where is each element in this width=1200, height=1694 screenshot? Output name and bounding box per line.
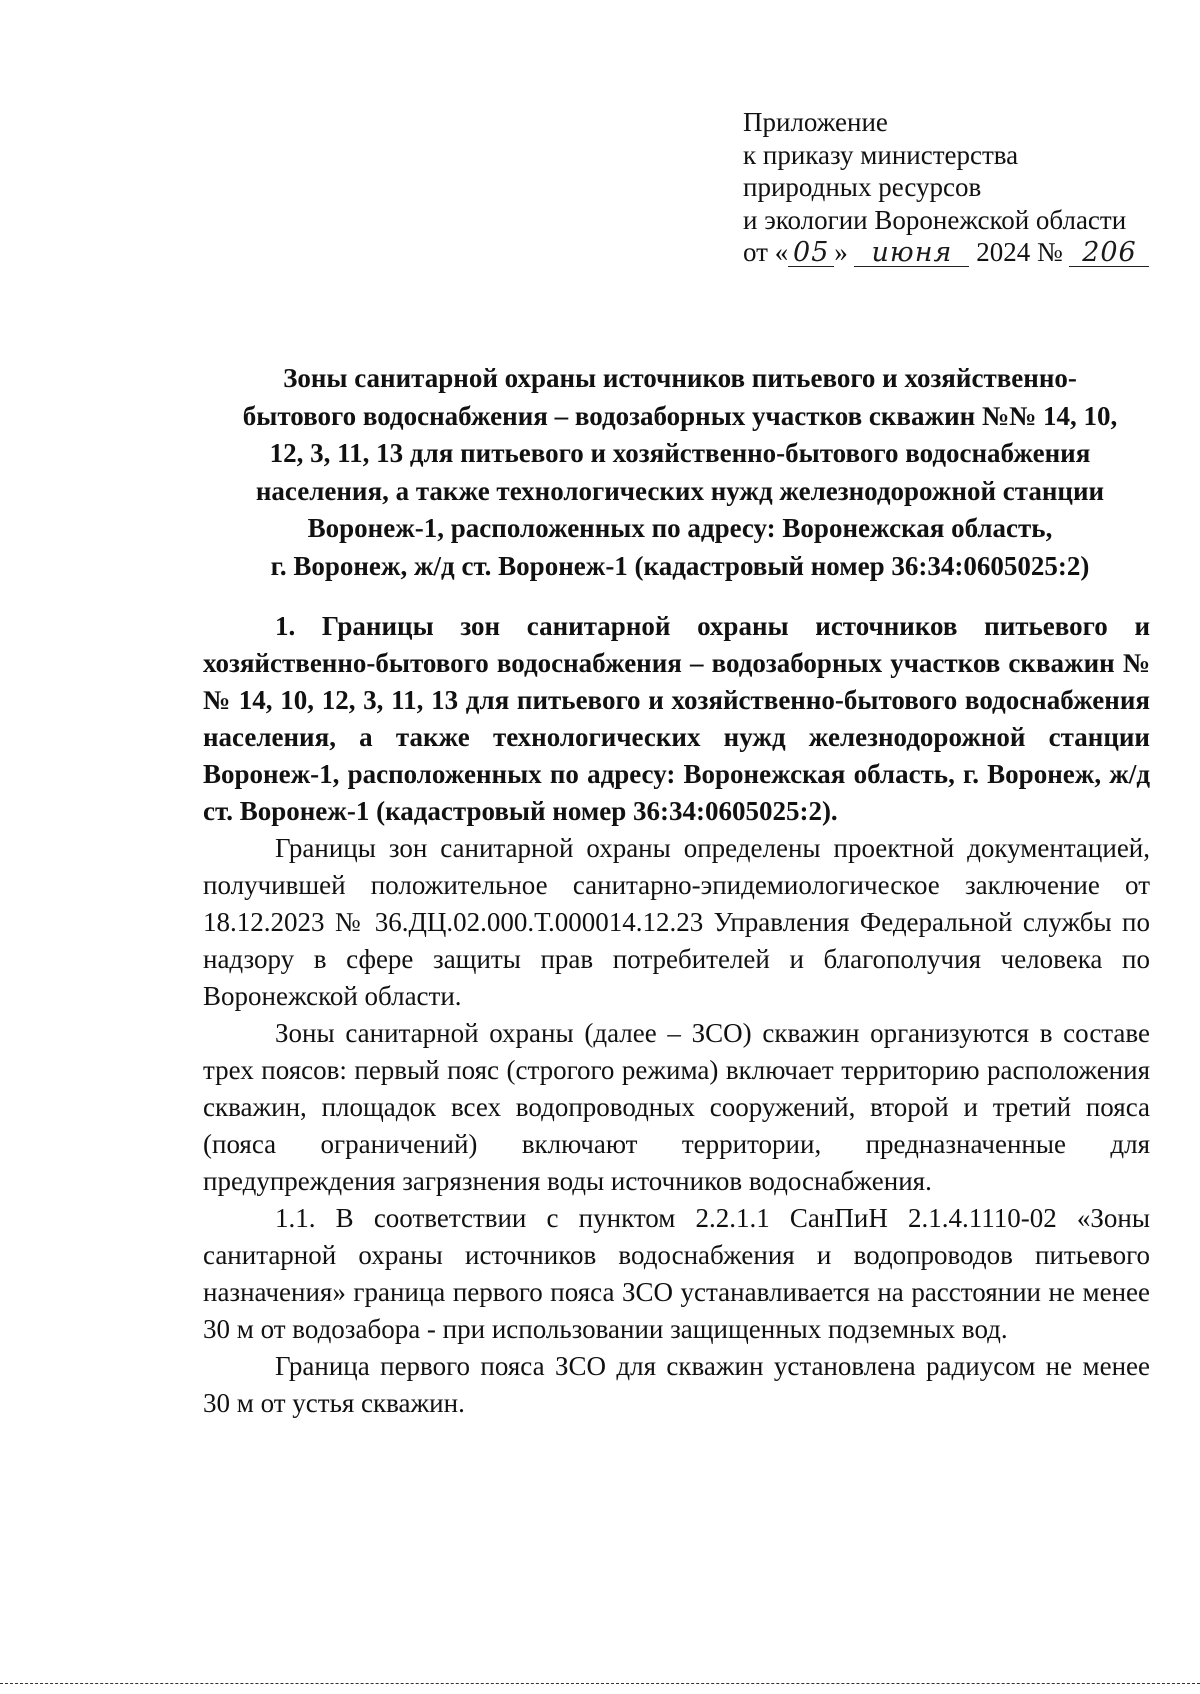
section-1-heading: 1. Границы зон санитарной охраны источников питьевого и хозяйственно-бытового водоснабжения – водозаборных участков скважин №№ 14, 10, 12, 3, 11, 13 для питьевого и хозяйственно-бытового водоснабжения населения, а также технологических нужд железнодорожной станции Воронеж-1, расположенных по адресу: Воронежская область, г. Воронеж, ж/д ст. Воронеж-1 (кадастровый номер 36:34:0605025:2). (203, 611, 1150, 826)
date-prefix: от « (743, 237, 789, 267)
title-line-5: Воронеж-1, расположенных по адресу: Воронежская область, (307, 513, 1053, 543)
title-line-2: бытового водоснабжения – водозаборных участков скважин №№ 14, 10, (242, 400, 1118, 431)
paragraph-zones: Зоны санитарной охраны (далее – ЗСО) скважин организуются в составе трех поясов: первый пояс (строгого режима) включает территорию расположения скважин, площадок всех водопроводных сооружений, второй и третий пояса (пояса ограничений) включают территории, предназначенные для предупреждения загрязнения воды источников водоснабжения. (203, 1018, 1150, 1196)
handwritten-day: 05 (788, 240, 834, 267)
date-year: 2024 № (976, 237, 1063, 267)
title-line-4: населения, а также технологических нужд железнодорожной станции (255, 475, 1105, 506)
title-line-6: г. Воронеж, ж/д ст. Воронеж-1 (кадастровый номер 36:34:0605025:2) (270, 550, 1090, 581)
paragraph-boundaries: Границы зон санитарной охраны определены проектной документацией, получившей положительное санитарно-эпидемиологическое заключение от 18.12.2023 № 36.ДЦ.02.000.Т.000014.12.23 Управления Федеральной службы по надзору в сфере защиты прав потребителей и благополучия человека по Воронежской области. (203, 833, 1150, 1011)
title-line-1: Зоны санитарной охраны источников питьевого и хозяйственно- (283, 363, 1077, 393)
handwritten-month: июня (854, 240, 969, 267)
appendix-order-ref: к приказу министерства (743, 139, 1019, 170)
paragraph-first-belt: Граница первого пояса ЗСО для скважин установлена радиусом не менее 30 м от устья скважин. (203, 1351, 1150, 1418)
document-title (200, 360, 1160, 585)
appendix-ministry-line1: природных ресурсов (743, 172, 982, 202)
paragraph-1-1: 1.1. В соответствии с пунктом 2.2.1.1 СанПиН 2.1.4.1110-02 «Зоны санитарной охраны источников водоснабжения и водопроводов питьевого назначения» граница первого пояса ЗСО устанавливается на расстоянии не менее 30 м от водозабора - при использовании защищенных подземных вод. (203, 1203, 1150, 1344)
appendix-date-line (743, 236, 1163, 269)
bottom-divider (0, 1683, 1200, 1684)
appendix-ministry-line2: и экологии Воронежской области (743, 204, 1127, 235)
document-body (203, 608, 1150, 1422)
appendix-header (743, 106, 1163, 269)
title-line-3: 12, 3, 11, 13 для питьевого и хозяйственно-бытового водоснабжения (269, 438, 1091, 468)
appendix-label: Приложение (743, 107, 888, 137)
handwritten-order-number: 206 (1069, 240, 1149, 267)
date-separator: » (834, 237, 848, 267)
